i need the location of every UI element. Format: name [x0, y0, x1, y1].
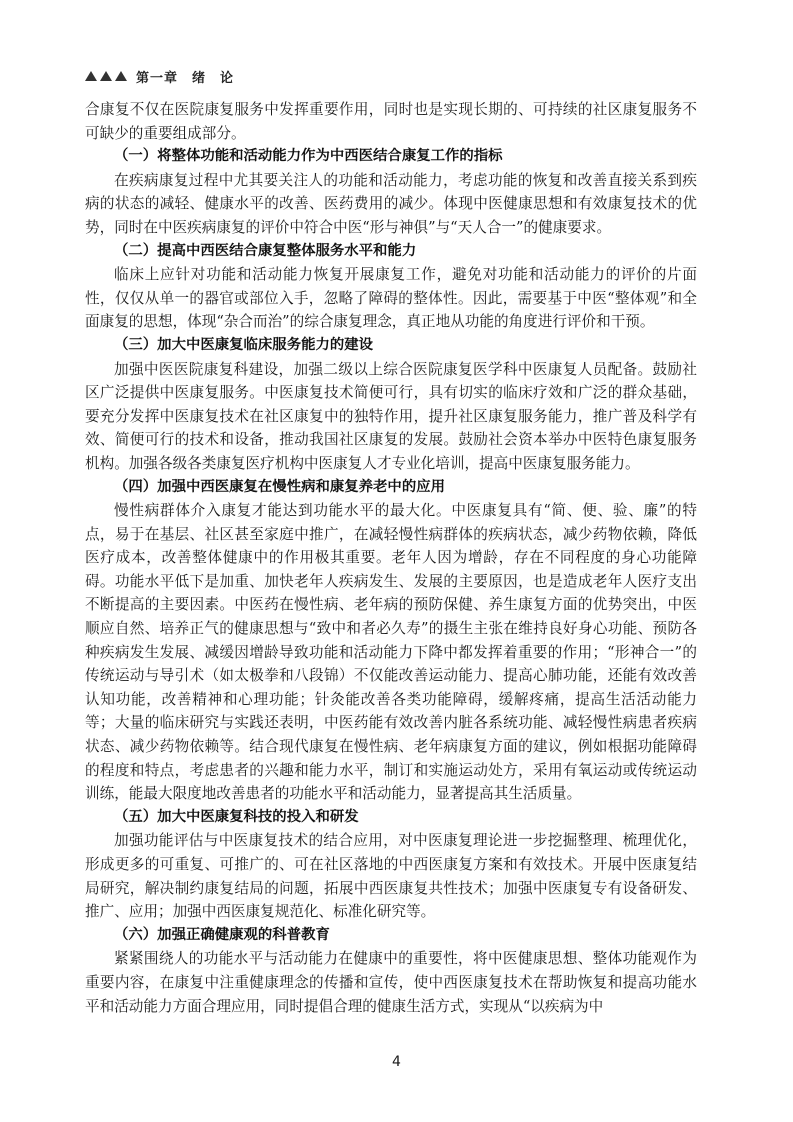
paragraph: 加强功能评估与中医康复技术的结合应用，对中医康复理论进一步挖掘整理、梳理优化，形成更多的可重复、可推广的、可在社区落地的中西医康复方案和有效技术。开展中医康复结局研究，解决制约康复结局的问题，拓展中西医康复共性技术；加强中医康复专有设备研发、推广、应用；加强中西医康复规范化、标准化研究等。 [85, 832, 697, 921]
paragraph: 紧紧围绕人的功能水平与活动能力在健康中的重要性，将中医健康思想、整体功能观作为重要内容，在康复中注重健康理念的传播和宣传，使中西医康复技术在帮助恢复和提高功能水平和活动能力方面合理应用，同时提倡合理的健康生活方式，实现从“以疾病为中 [85, 950, 697, 1015]
triangle-icon [115, 71, 127, 81]
section-heading-5: （五）加大中医康复科技的投入和研发 [114, 808, 359, 825]
section-heading-4: （四）加强中西医康复在慢性病和康复养老中的应用 [114, 478, 445, 495]
section-heading-3: （三）加大中医康复临床服务能力的建设 [114, 336, 374, 353]
paragraph: 临床上应针对功能和活动能力恢复开展康复工作，避免对功能和活动能力的评价的片面性，仅仅从单一的器官或部位入手，忽略了障碍的整体性。因此，需要基于中医“整体观”和全面康复的思想，体现“杂合而治”的综合康复理念，真正地从功能的角度进行评价和干预。 [85, 266, 697, 331]
paragraph: 合康复不仅在医院康复服务中发挥重要作用，同时也是实现长期的、可持续的社区康复服务不可缺少的重要组成部分。 [85, 101, 697, 142]
paragraph: 在疾病康复过程中尤其要关注人的功能和活动能力，考虑功能的恢复和改善直接关系到疾病的状态的减轻、健康水平的改善、医药费用的减少。体现中医健康思想和有效康复技术的优势，同时在中医疾病康复的评价中符合中医“形与神俱”与“天人合一”的健康要求。 [85, 171, 697, 236]
running-header [85, 66, 234, 86]
paragraph: 慢性病群体介入康复才能达到功能水平的最大化。中医康复具有“简、便、验、廉”的特点，易于在基层、社区甚至家庭中推广，在减轻慢性病群体的疾病状态，减少药物依赖，降低医疗成本，改善整体健康中的作用极其重要。老年人因为增龄，存在不同程度的身心功能障碍。功能水平低下是加重、加快老年人疾病发生、发展的主要原因，也是造成老年人医疗支出不断提高的主要因素。中医药在慢性病、老年病的预防保健、养生康复方面的优势突出，中医顺应自然、培养正气的健康思想与“致中和者必久寿”的摄生主张在维持良好身心功能、预防各种疾病发生发展、减缓因增龄导致功能和活动能力下降中都发挥着重要的作用；“形神合一”的传统运动与导引术（如太极拳和八段锦）不仅能改善运动能力、提高心肺功能，还能有效改善认知功能，改善精神和心理功能；针灸能改善各类功能障碍，缓解疼痛，提高生活活动能力等；大量的临床研究与实践还表明，中医药能有效改善内脏各系统功能、减轻慢性病患者疾病状态、减少药物依赖等。结合现代康复在慢性病、老年病康复方面的建议，例如根据功能障碍的程度和特点，考虑患者的兴趣和能力水平，制订和实施运动处方，采用有氧运动或传统运动训练，能最大限度地改善患者的功能水平和活动能力，显著提高其生活质量。 [85, 502, 697, 803]
triangle-icon [100, 71, 112, 81]
section-heading-1: （一）将整体功能和活动能力作为中西医结合康复工作的指标 [114, 148, 503, 165]
triangle-icon [85, 71, 97, 81]
chapter-title: 第一章 绪 论 [136, 70, 235, 86]
paragraph: 加强中医医院康复科建设，加强二级以上综合医院康复医学科中医康复人员配备。鼓励社区广泛提供中医康复服务。中医康复技术简便可行，具有切实的临床疗效和广泛的群众基础，要充分发挥中医康复技术在社区康复中的独特作用，提升社区康复服务能力，推广普及科学有效、简便可行的技术和设备，推动我国社区康复的发展。鼓励社会资本举办中医特色康复服务机构。加强各级各类康复医疗机构中医康复人才专业化培训，提高中医康复服务能力。 [85, 360, 697, 472]
section-heading-2: （二）提高中西医结合康复整体服务水平和能力 [114, 242, 417, 259]
page-number: 4 [392, 1054, 401, 1070]
section-heading-6: （六）加强正确健康观的科普教育 [114, 926, 330, 943]
page-body [85, 98, 697, 1018]
